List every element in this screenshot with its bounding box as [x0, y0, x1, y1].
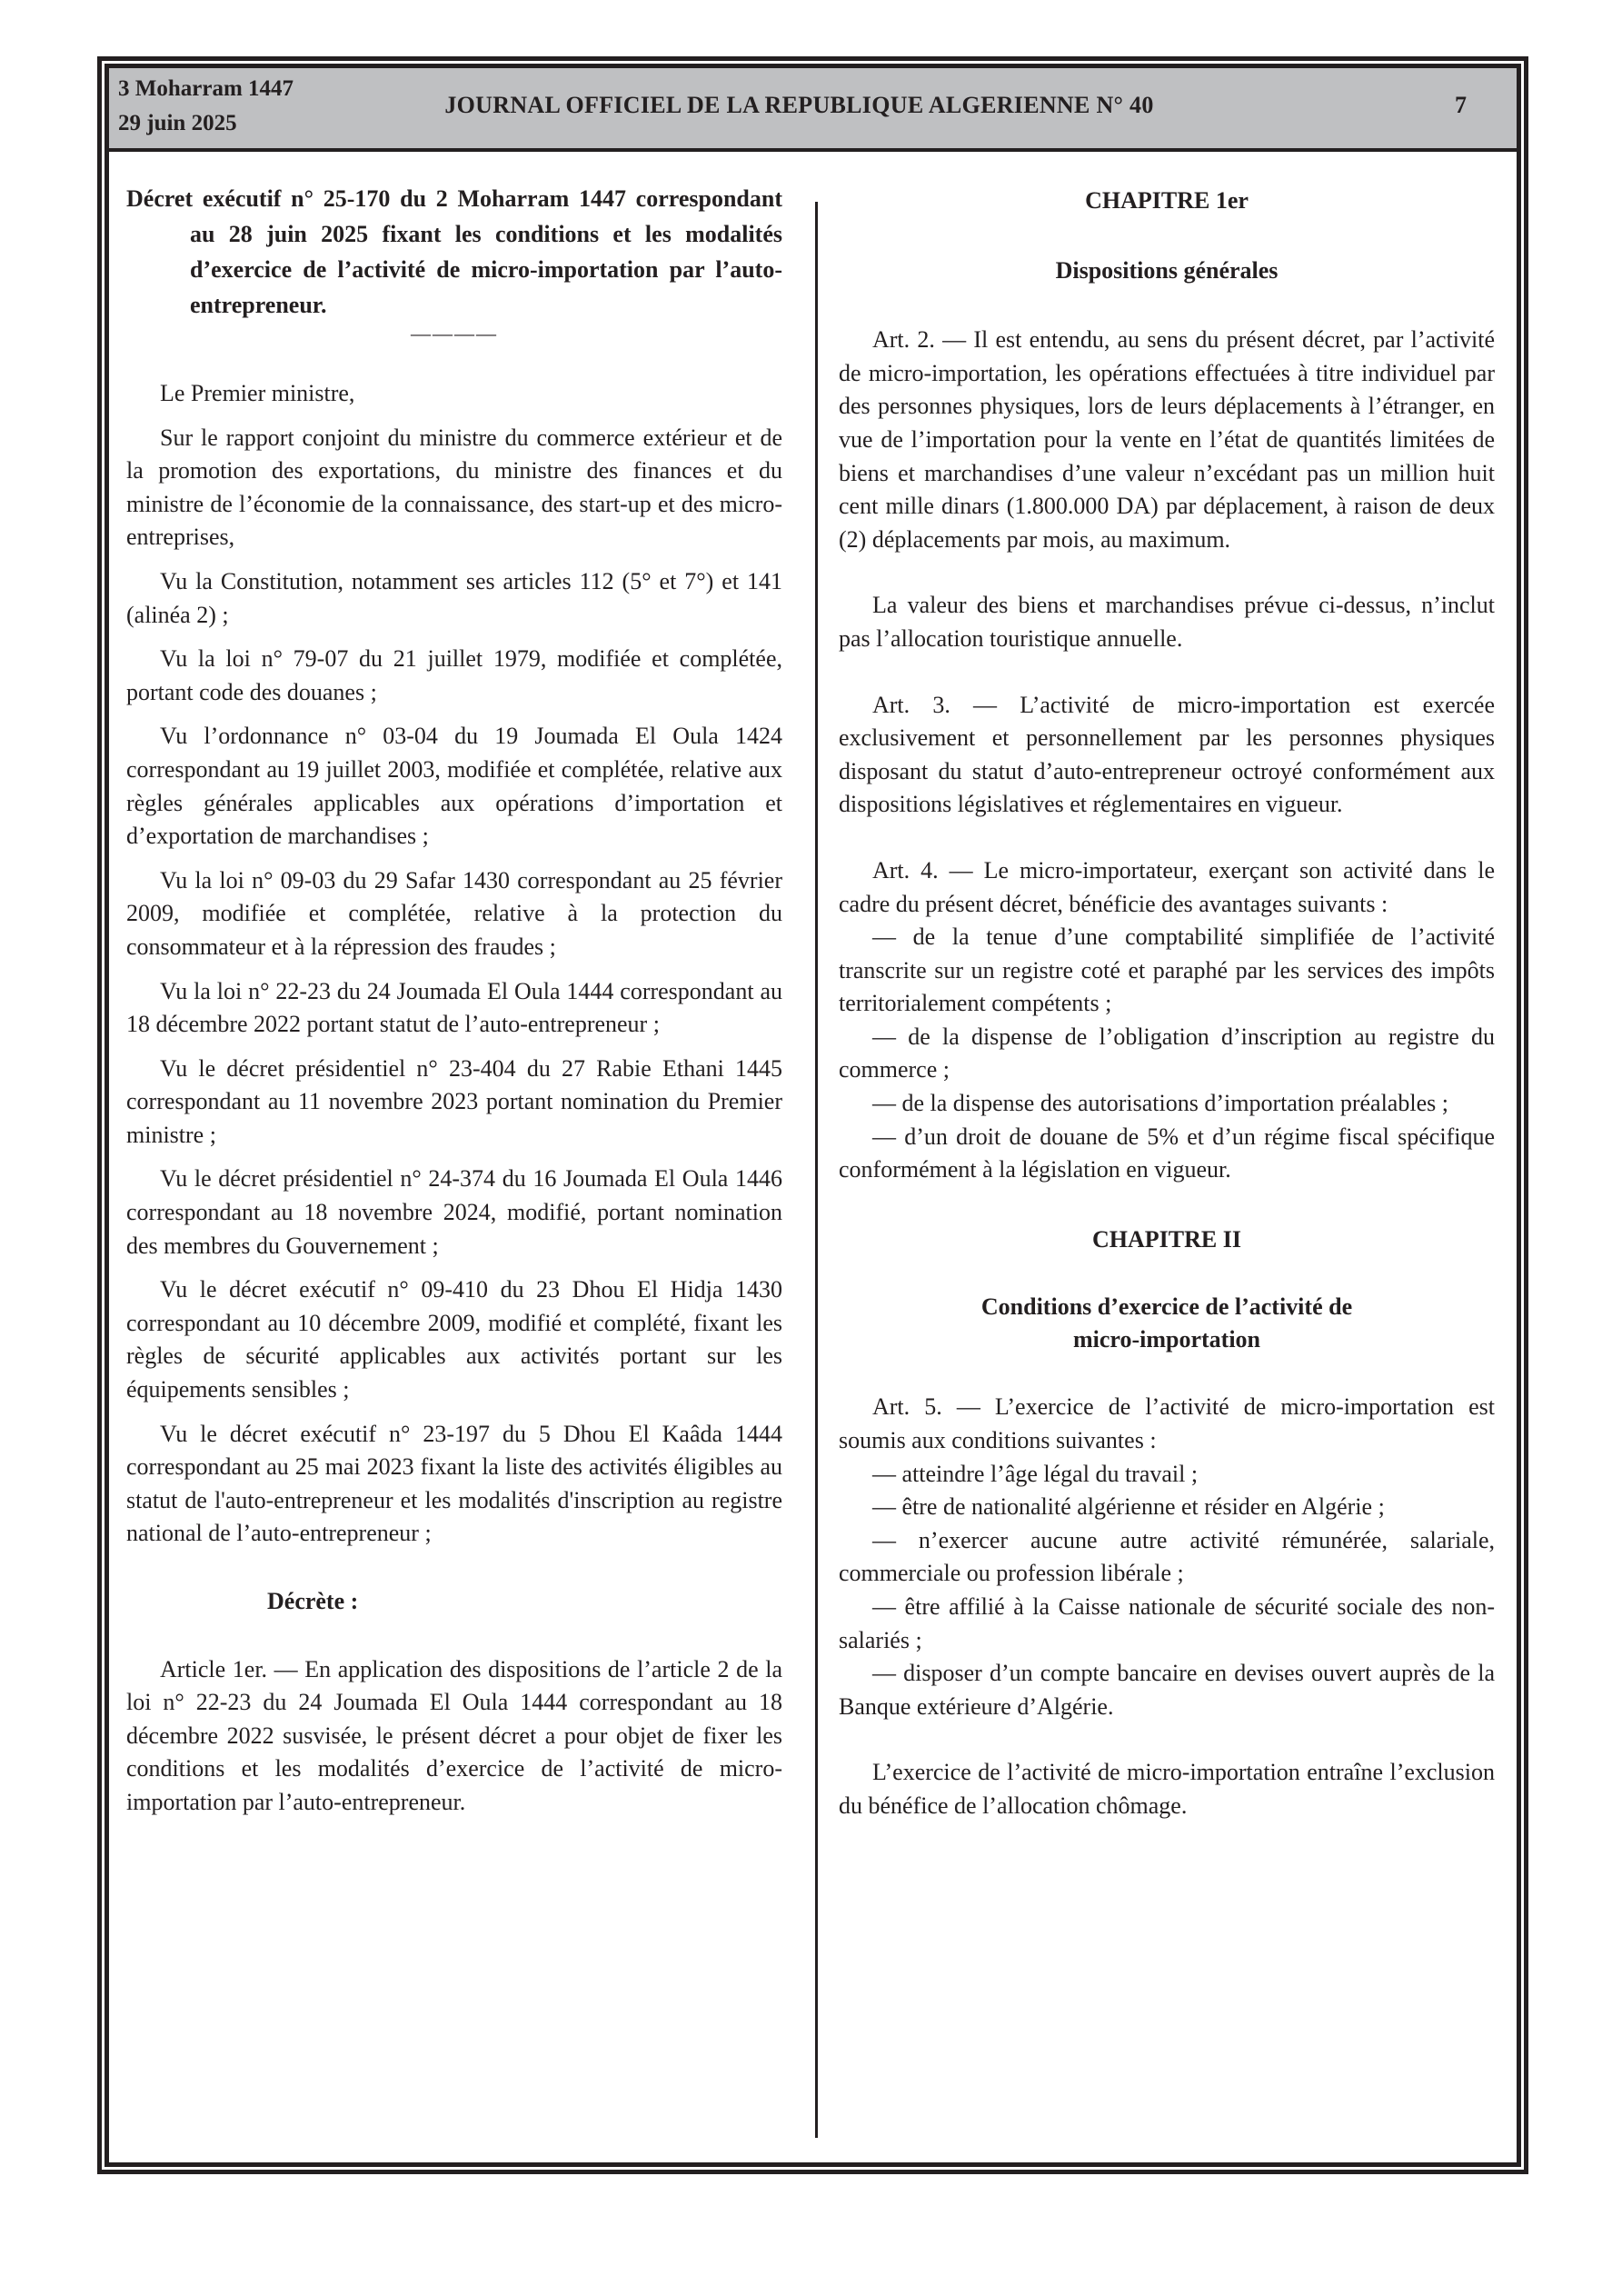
visa-paragraph: Vu le décret exécutif n° 09-410 du 23 Dhou El Hidja 1430 correspondant au 10 décembre 2009, modifié et complété, fixant les règles de sécurité applicables aux activités portant sur les équipements sensibles ; [126, 1276, 782, 1403]
chapter-2-subheading-line-2: micro-importation [1072, 1326, 1261, 1353]
article-5: Art. 5. — L’exercice de l’activité de micro-importation est soumis aux conditions suivantes : [839, 1393, 1495, 1454]
premier-ministre: Le Premier ministre, [160, 380, 355, 406]
article-2-paragraph-2: La valeur des biens et marchandises prévue ci-dessus, n’inclut pas l’allocation touristique annuelle. [839, 592, 1495, 652]
visa-paragraph: Vu la loi n° 22-23 du 24 Joumada El Oula 1444 correspondant au 18 décembre 2022 portant statut de l’auto-entrepreneur ; [126, 977, 782, 1038]
article-2: Art. 2. — Il est entendu, au sens du présent décret, par l’activité de micro-importation, les opérations effectuées à titre individuel par des personnes physiques, lors de leurs déplacements à l’étranger, en vue de l’importation pour la vente en l’état de quantités limitées de biens et marchandises d’une valeur n’excédant pas un million huit cent mille dinars (1.800.000 DA) par déplacement, à raison de deux (2) déplacements par mois, au maximum. [839, 326, 1495, 553]
page-frame-outer [97, 56, 1528, 2174]
visa-paragraph: Vu la loi n° 09-03 du 29 Safar 1430 correspondant au 25 février 2009, modifiée et complétée, relative à la protection du consommateur et à la répression des fraudes ; [126, 866, 782, 960]
page-frame-inner [104, 64, 1521, 2167]
article-1: Article 1er. — En application des dispositions de l’article 2 de la loi n° 22-23 du 24 Joumada El Oula 1444 correspondant au 18 décembre 2022 susvisée, le présent décret a pour objet de fixer les conditions et les modalités d’exercice de l’activité de micro-importation par l’auto-entrepreneur. [126, 1655, 782, 1815]
visa-paragraph: Vu le décret exécutif n° 23-197 du 5 Dhou El Kaâda 1444 correspondant au 25 mai 2023 fixant la liste des activités éligibles au statut de l'auto-entrepreneur et les modalités d'inscription au registre national de l’auto-entrepreneur ; [126, 1420, 782, 1547]
visa-paragraph: Vu le décret présidentiel n° 23-404 du 27 Rabie Ethani 1445 correspondant au 11 novembre 2023 portant nomination du Premier ministre ; [126, 1054, 782, 1148]
header-date-hijri: 3 Moharram 1447 [118, 76, 294, 101]
decree-title: Décret exécutif n° 25-170 du 2 Moharram 1447 correspondant au 28 juin 2025 fixant les conditions et les modalités d’exercice de l’activité de micro-importation par l’auto-entrepreneur. [126, 185, 782, 318]
right-column [839, 185, 1495, 1823]
article-4-item: — de la tenue d’une comptabilité simplifiée de l’activité transcrite sur un registre coté et paraphé par les services des impôts territorialement compétents ; [839, 923, 1495, 1017]
chapter-1-heading: CHAPITRE 1er [1085, 187, 1249, 214]
article-5-item: — atteindre l’âge légal du travail ; [872, 1460, 1199, 1487]
article-4: Art. 4. — Le micro-importateur, exerçant son activité dans le cadre du présent décret, bénéficie des avantages suivants : [839, 856, 1495, 917]
article-5-item: — n’exercer aucune autre activité rémunérée, salariale, commerciale ou profession libérale ; [839, 1526, 1495, 1587]
visa-paragraph: Vu la loi n° 79-07 du 21 juillet 1979, modifiée et complétée, portant code des douanes ; [126, 645, 782, 705]
visa-paragraph: Vu le décret présidentiel n° 24-374 du 16 Joumada El Oula 1446 correspondant au 18 novembre 2024, modifié, portant nomination des membres du Gouvernement ; [126, 1165, 782, 1259]
article-4-item: — d’un droit de douane de 5% et d’un régime fiscal spécifique conformément à la législation en vigueur. [839, 1123, 1495, 1183]
chapter-2-subheading-line-1: Conditions d’exercice de l’activité de [980, 1293, 1353, 1321]
article-5-paragraph-2: L’exercice de l’activité de micro-importation entraîne l’exclusion du bénéfice de l’allocation chômage. [839, 1759, 1495, 1819]
title-separator: ———— [411, 322, 498, 344]
article-3: Art. 3. — L’activité de micro-importation est exercée exclusivement et personnellement par les personnes physiques disposant du statut d’auto-entrepreneur octroyé conformément aux dispositions législatives et réglementaires en vigueur. [839, 691, 1495, 818]
left-column [126, 181, 782, 1820]
header-date-gregorian: 29 juin 2025 [118, 111, 237, 135]
article-4-item: — de la dispense de l’obligation d’inscription au registre du commerce ; [839, 1023, 1495, 1083]
journal-header [109, 68, 1517, 152]
decrete-heading: Décrète : [267, 1588, 359, 1614]
article-4-item: — de la dispense des autorisations d’importation préalables ; [872, 1090, 1448, 1117]
chapter-1-subheading: Dispositions générales [1055, 256, 1279, 284]
chapter-2-heading: CHAPITRE II [1092, 1225, 1241, 1253]
visa-paragraph: Sur le rapport conjoint du ministre du commerce extérieur et de la promotion des exportations, du ministre des finances et du ministre de l’économie de la connaissance, des start-up et des micro-entreprises, [126, 424, 782, 551]
journal-title: JOURNAL OFFICIEL DE LA REPUBLIQUE ALGERIENNE N° 40 [444, 92, 1154, 118]
article-5-item: — disposer d’un compte bancaire en devises ouvert auprès de la Banque extérieure d’Algérie. [839, 1660, 1495, 1720]
column-divider [815, 202, 818, 2138]
page-number: 7 [1455, 92, 1467, 118]
article-5-item: — être de nationalité algérienne et résider en Algérie ; [872, 1493, 1385, 1521]
visa-paragraph: Vu l’ordonnance n° 03-04 du 19 Joumada El Oula 1424 correspondant au 19 juillet 2003, modifiée et complétée, relative aux règles générales applicables aux opérations d’importation et d’exportation de marchandises ; [126, 723, 782, 850]
visa-paragraph: Vu la Constitution, notamment ses articles 112 (5° et 7°) et 141 (alinéa 2) ; [126, 567, 782, 628]
article-5-item: — être affilié à la Caisse nationale de sécurité sociale des non-salariés ; [839, 1593, 1495, 1653]
